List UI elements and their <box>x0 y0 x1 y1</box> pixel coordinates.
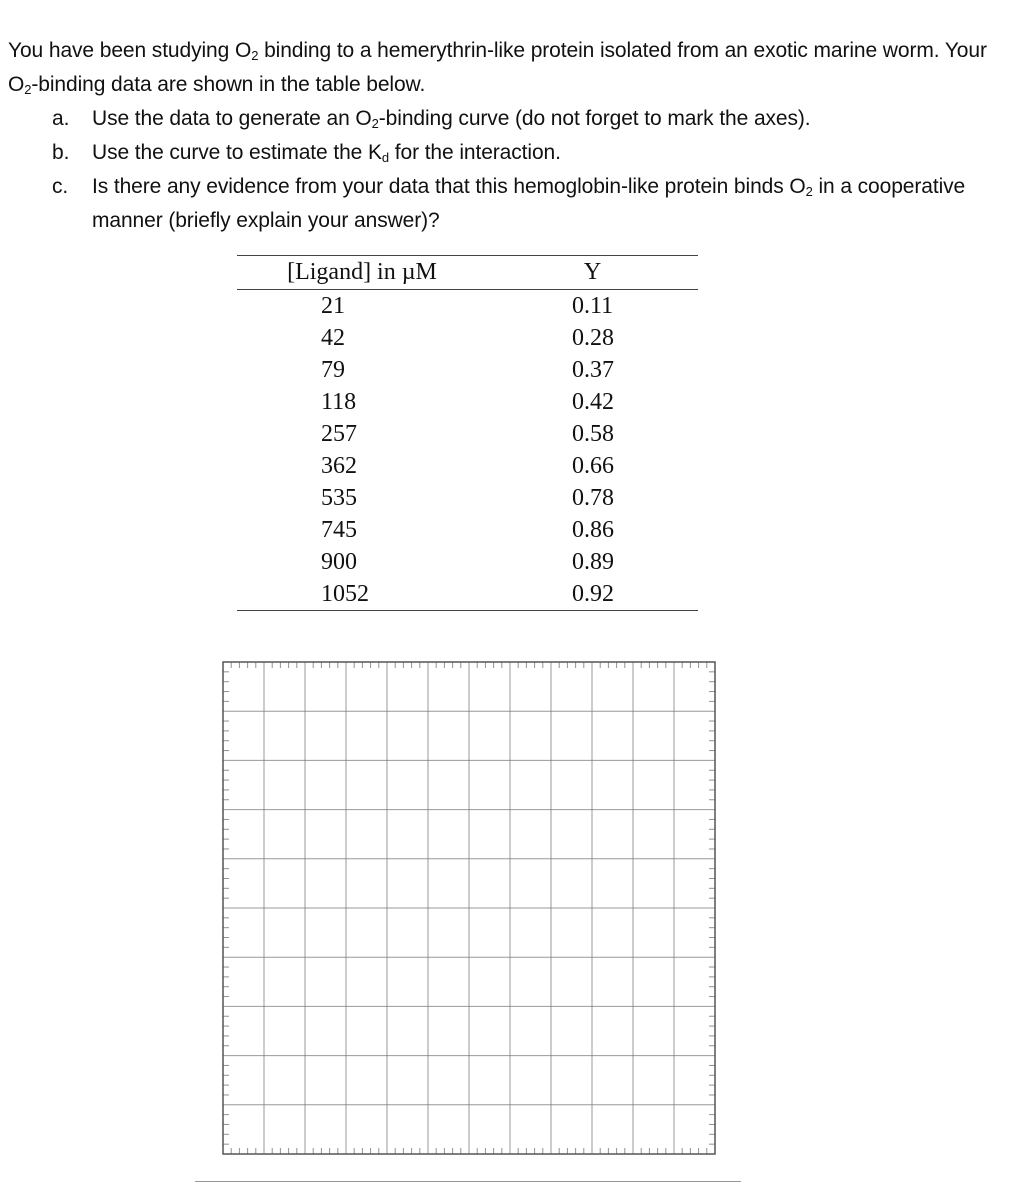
ligand-concentration-cell: 42 <box>321 324 345 351</box>
part-marker: a. <box>52 107 70 130</box>
fractional-saturation-cell: 0.37 <box>572 356 614 383</box>
question-part-a: a. Use the data to generate an $O_2$-binding curve (do not forget to mark the axes). <box>8 102 1013 136</box>
question-intro: You have been studying $O_2$ binding to a hemerythrin-like protein isolated from an exotic marine worm. Your $O_2$-binding data are shown in the table below. <box>8 39 987 97</box>
fractional-saturation-cell: 0.28 <box>572 324 614 351</box>
fractional-saturation-cell: 0.92 <box>572 580 614 607</box>
graph-paper-grid[interactable] <box>222 661 717 1157</box>
ligand-concentration-cell: 1052 <box>321 580 369 607</box>
fractional-saturation-cell: 0.58 <box>572 420 614 447</box>
answer-line[interactable] <box>195 1181 741 1182</box>
table-row <box>237 322 698 354</box>
table-row <box>237 418 698 450</box>
question-part-b: b. Use the curve to estimate the $K_d$ for the interaction. <box>8 136 1013 170</box>
table-body <box>237 290 698 611</box>
ligand-concentration-cell: 257 <box>321 420 357 447</box>
ligand-concentration-cell: 79 <box>321 356 345 383</box>
table-header-row <box>237 256 698 290</box>
part-marker: c. <box>52 175 69 198</box>
fractional-saturation-cell: 0.11 <box>572 292 614 319</box>
ligand-column-header: [Ligand] in µM <box>287 259 437 285</box>
table-row <box>237 354 698 386</box>
y-column-header: Y <box>583 259 602 285</box>
table-row <box>237 578 698 611</box>
fractional-saturation-cell: 0.42 <box>572 388 614 415</box>
table-row <box>237 546 698 578</box>
table-row <box>237 386 698 418</box>
fractional-saturation-cell: 0.89 <box>572 548 614 575</box>
ligand-concentration-cell: 362 <box>321 452 357 479</box>
question-text <box>8 34 1013 238</box>
fractional-saturation-cell: 0.66 <box>572 452 614 479</box>
part-marker: b. <box>52 141 70 164</box>
binding-data-table <box>237 255 698 611</box>
question-parts <box>8 102 1013 238</box>
ligand-concentration-cell: 21 <box>321 292 345 319</box>
table-row <box>237 514 698 546</box>
fractional-saturation-cell: 0.86 <box>572 516 614 543</box>
ligand-concentration-cell: 745 <box>321 516 357 543</box>
table-row <box>237 450 698 482</box>
ligand-concentration-cell: 900 <box>321 548 357 575</box>
question-part-c: c. Is there any evidence from your data that this hemoglobin-like protein binds $O_2$ in a cooperative manner (briefly explain your answer)? <box>8 170 1013 238</box>
fractional-saturation-cell: 0.78 <box>572 484 614 511</box>
ligand-concentration-cell: 118 <box>321 388 357 415</box>
ligand-concentration-cell: 535 <box>321 484 357 511</box>
table-row <box>237 290 698 323</box>
table-row <box>237 482 698 514</box>
